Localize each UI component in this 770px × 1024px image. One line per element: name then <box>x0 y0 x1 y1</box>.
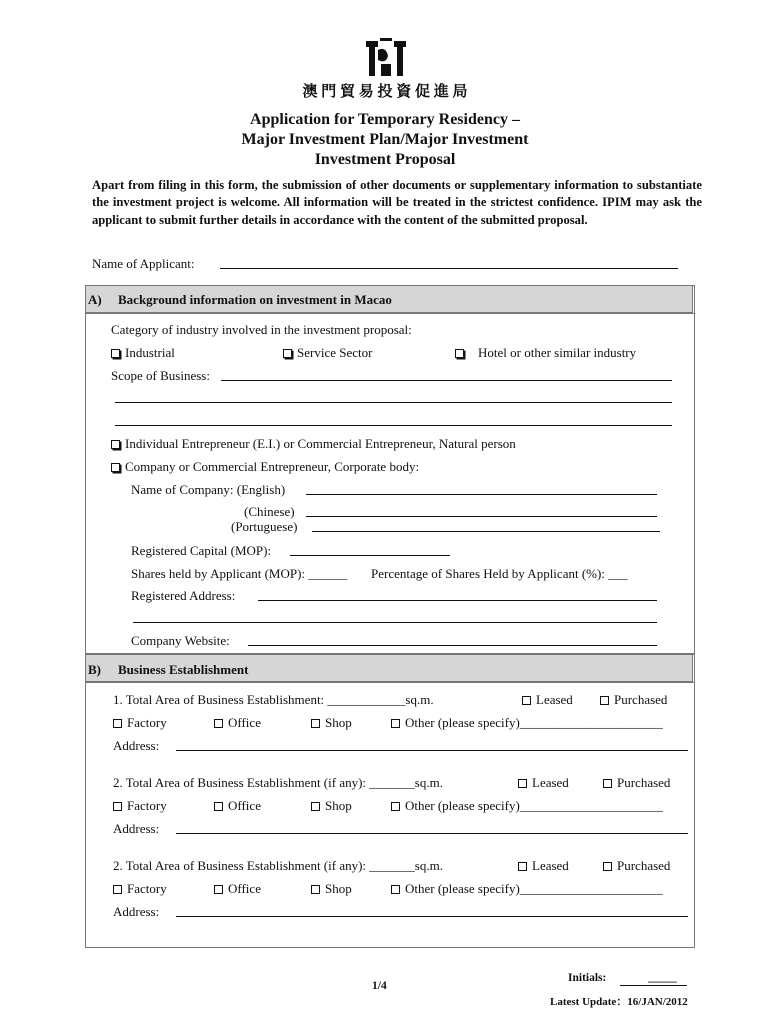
hotel-label: Hotel or other similar industry <box>478 345 637 360</box>
establishment-1-shop[interactable] <box>311 715 352 731</box>
office-3-checkbox[interactable] <box>214 885 223 894</box>
other-1-label: Other (please specify)______________________ <box>405 715 663 730</box>
registered-address-label: Registered Address: <box>131 588 236 603</box>
form-title-line3: Investment Proposal <box>314 151 456 168</box>
factory-2-checkbox[interactable] <box>113 802 122 811</box>
capital-field[interactable] <box>290 555 450 556</box>
form-title-line2: Major Investment Plan/Major Investment <box>241 131 529 148</box>
page-number: 1/4 <box>372 980 387 992</box>
other-1-checkbox[interactable] <box>391 719 400 728</box>
industrial-label: Industrial <box>125 345 175 360</box>
establishment-2-address-field[interactable] <box>176 833 688 834</box>
company-name-en-field[interactable] <box>306 494 657 495</box>
registered-address-field-1[interactable] <box>258 600 657 601</box>
other-2-label: Other (please specify)______________________ <box>405 798 663 813</box>
scope-field-2[interactable] <box>115 402 672 403</box>
purchased-1-label: Purchased <box>614 692 668 707</box>
company-name-pt-field[interactable] <box>312 531 660 532</box>
industry-industrial-option[interactable] <box>111 345 175 361</box>
establishment-1-leased[interactable] <box>522 692 573 708</box>
leased-2-label: Leased <box>532 775 569 790</box>
establishment-2-factory[interactable] <box>113 798 167 814</box>
ipim-logo <box>366 38 406 76</box>
purchased-3-checkbox[interactable] <box>603 862 612 871</box>
other-2-checkbox[interactable] <box>391 802 400 811</box>
establishment-2-other[interactable] <box>391 798 663 814</box>
establishment-3-area: 2. Total Area of Business Establishment (if any): _______sq.m. <box>113 858 443 873</box>
initials-line <box>620 985 687 986</box>
industry-category-label: Category of industry involved in the investment proposal: <box>111 322 412 337</box>
shop-2-label: Shop <box>325 798 352 813</box>
section-a-divider <box>85 313 694 314</box>
leased-1-checkbox[interactable] <box>522 696 531 705</box>
registered-address-field-2[interactable] <box>133 622 657 623</box>
company-name-pt-label: (Portuguese) <box>231 519 298 534</box>
industrial-checkbox[interactable] <box>111 349 120 358</box>
establishment-1-other[interactable] <box>391 715 663 731</box>
office-2-checkbox[interactable] <box>214 802 223 811</box>
purchased-3-label: Purchased <box>617 858 671 873</box>
establishment-1-purchased[interactable] <box>600 692 667 708</box>
other-3-checkbox[interactable] <box>391 885 400 894</box>
establishment-3-leased[interactable] <box>518 858 569 874</box>
establishment-3-purchased[interactable] <box>603 858 670 874</box>
shares-mop-label: Shares held by Applicant (MOP): ______ <box>131 566 348 581</box>
shop-3-label: Shop <box>325 881 352 896</box>
hotel-checkbox[interactable] <box>455 349 464 358</box>
company-label: Company or Commercial Entrepreneur, Corporate body: <box>125 459 420 474</box>
individual-checkbox[interactable] <box>111 440 120 449</box>
initials-label: Initials: <box>568 972 607 984</box>
scope-field-3[interactable] <box>115 425 672 426</box>
establishment-3-other[interactable] <box>391 881 663 897</box>
section-b-divider <box>85 682 694 683</box>
company-checkbox[interactable] <box>111 463 120 472</box>
office-2-label: Office <box>228 798 261 813</box>
leased-3-checkbox[interactable] <box>518 862 527 871</box>
establishment-3-address-label: Address: <box>113 904 160 919</box>
factory-3-label: Factory <box>127 881 167 896</box>
establishment-2-shop[interactable] <box>311 798 352 814</box>
establishment-1-area: 1. Total Area of Business Establishment: ____________sq.m. <box>113 692 434 707</box>
service-label: Service Sector <box>297 345 373 360</box>
company-website-field[interactable] <box>248 645 657 646</box>
establishment-2-address-label: Address: <box>113 821 160 836</box>
purchased-2-label: Purchased <box>617 775 671 790</box>
establishment-1-office[interactable] <box>214 715 261 731</box>
company-option[interactable] <box>111 459 419 475</box>
company-name-zh-field[interactable] <box>306 516 657 517</box>
office-1-checkbox[interactable] <box>214 719 223 728</box>
section-a-letter: A) <box>88 292 102 307</box>
initials-field[interactable]: _____ <box>648 972 677 984</box>
form-title-line1: Application for Temporary Residency – <box>250 111 520 128</box>
intro-paragraph: Apart from filing in this form, the submission of other documents or supplementary information to substantiate the investment project is welcome. All information will be treated in the strictest confidence. IPIM may ask the applicant to submit further details in accordance with the content of the submitted proposal. <box>92 178 702 227</box>
shares-percent-label: Percentage of Shares Held by Applicant (%): ___ <box>371 566 628 581</box>
agency-name-chinese: 澳 門 貿 易 投 資 促 進 局 <box>302 84 468 100</box>
establishment-1-factory[interactable] <box>113 715 167 731</box>
industry-service-option[interactable] <box>283 345 372 361</box>
scope-field-1[interactable] <box>221 380 672 381</box>
purchased-2-checkbox[interactable] <box>603 779 612 788</box>
establishment-3-office[interactable] <box>214 881 261 897</box>
factory-1-checkbox[interactable] <box>113 719 122 728</box>
individual-option[interactable] <box>111 436 516 452</box>
purchased-1-checkbox[interactable] <box>600 696 609 705</box>
establishment-3-shop[interactable] <box>311 881 352 897</box>
shop-1-checkbox[interactable] <box>311 719 320 728</box>
establishment-3-factory[interactable] <box>113 881 167 897</box>
ipim-logo-mark <box>366 38 406 76</box>
establishment-2-leased[interactable] <box>518 775 569 791</box>
company-name-zh-label: (Chinese) <box>244 504 295 519</box>
office-3-label: Office <box>228 881 261 896</box>
capital-label: Registered Capital (MOP): <box>131 543 272 558</box>
leased-3-label: Leased <box>532 858 569 873</box>
shop-3-checkbox[interactable] <box>311 885 320 894</box>
individual-label: Individual Entrepreneur (E.I.) or Commercial Entrepreneur, Natural person <box>125 436 516 451</box>
scope-label: Scope of Business: <box>111 368 210 383</box>
company-website-label: Company Website: <box>131 633 230 648</box>
section-b-letter: B) <box>88 662 101 677</box>
factory-2-label: Factory <box>127 798 167 813</box>
establishment-2-area: 2. Total Area of Business Establishment (if any): _______sq.m. <box>113 775 443 790</box>
applicant-name-label: Name of Applicant: <box>92 256 195 271</box>
establishment-1-address-label: Address: <box>113 738 160 753</box>
shop-2-checkbox[interactable] <box>311 802 320 811</box>
section-b-title: Business Establishment <box>118 662 249 677</box>
factory-3-checkbox[interactable] <box>113 885 122 894</box>
industry-hotel-option[interactable] <box>455 345 636 361</box>
company-name-en-label: Name of Company: (English) <box>131 482 286 497</box>
applicant-name-field[interactable] <box>220 268 678 269</box>
service-checkbox[interactable] <box>283 349 292 358</box>
other-3-label: Other (please specify)______________________ <box>405 881 663 896</box>
office-1-label: Office <box>228 715 261 730</box>
section-a-title: Background information on investment in Macao <box>118 292 392 307</box>
shop-1-label: Shop <box>325 715 352 730</box>
factory-1-label: Factory <box>127 715 167 730</box>
establishment-1-address-field[interactable] <box>176 750 688 751</box>
latest-update: Latest Update：16/JAN/2012 <box>550 996 688 1008</box>
leased-1-label: Leased <box>536 692 573 707</box>
establishment-3-address-field[interactable] <box>176 916 688 917</box>
leased-2-checkbox[interactable] <box>518 779 527 788</box>
establishment-2-purchased[interactable] <box>603 775 670 791</box>
establishment-2-office[interactable] <box>214 798 261 814</box>
